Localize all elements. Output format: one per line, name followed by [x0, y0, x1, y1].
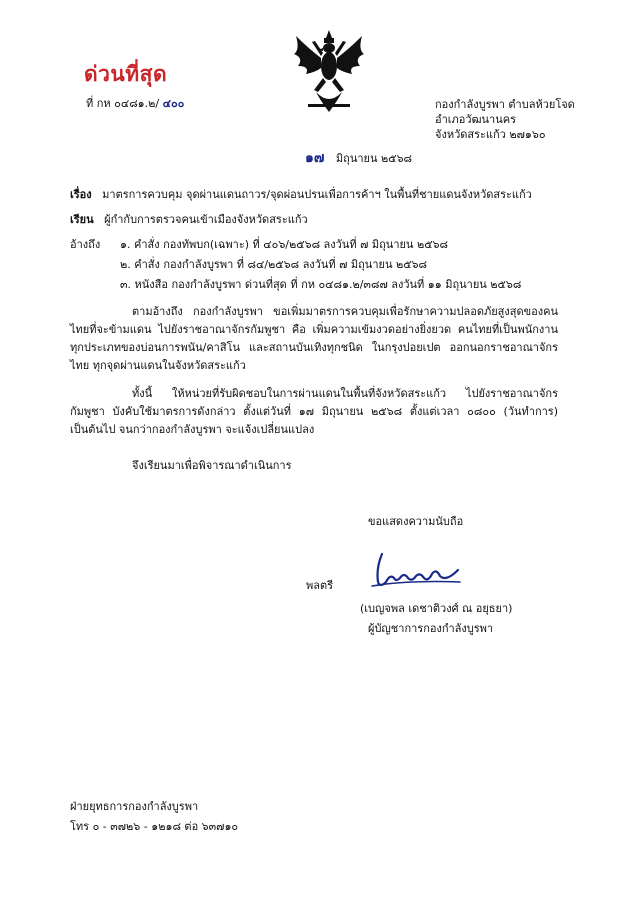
sender-address-line: จังหวัดสระแก้ว ๒๗๑๖๐ — [435, 128, 546, 141]
signatory-name: (เบญจพล เดชาติวงศ์ ณ อยุธยา) — [360, 602, 513, 615]
document-number-prefix: ที่ กห ๐๔๘๑.๒/ — [86, 97, 160, 110]
sender-address-line: กองกำลังบูรพา ตำบลห้วยโจด — [435, 98, 575, 111]
sender-address-line: อำเภอวัฒนานคร — [435, 113, 516, 126]
body-paragraph-2: ทั้งนี้ ให้หน่วยที่รับผิดชอบในการผ่านแดนในพื้นที่จังหวัดสระแก้ว ไปยังราชอาณาจักรกัมพูชา บังคับใช้มาตรการดังกล่าว ตั้งแต่วันที่ ๑๗ มิถุนายน ๒๕๖๘ ตั้งแต่เวลา ๐๘๐๐ (วันทำการ) เป็นต้นไป จนกว่ากองกำลังบูรพา จะแจ้งเปลี่ยนแปลง — [70, 387, 558, 436]
document-number — [86, 97, 184, 111]
footer-unit: ฝ่ายยุทธการกองกำลังบูรพา — [70, 800, 199, 813]
reference-item: ๑. คำสั่ง กองทัพบก(เฉพาะ) ที่ ๔๐๖/๒๕๖๘ ลงวันที่ ๗ มิถุนายน ๒๕๖๘ — [120, 238, 448, 251]
recipient-label: เรียน — [70, 213, 94, 226]
subject-label: เรื่อง — [70, 188, 92, 201]
document-number-handwritten: ๔๐๐ — [162, 97, 185, 110]
reference-item: ๓. หนังสือ กองกำลังบูรพา ด่วนที่สุด ที่ กห ๐๔๘๑.๒/๓๘๗ ลงวันที่ ๑๑ มิถุนายน ๒๕๖๘ — [120, 278, 522, 291]
recipient-text: ผู้กำกับการตรวจคนเข้าเมืองจังหวัดสระแก้ว — [104, 213, 308, 226]
sender-address — [435, 97, 625, 142]
footer-phone: โทร ๐ - ๓๗๒๖ - ๑๒๑๘ ต่อ ๖๓๗๑๐ — [70, 820, 239, 833]
document-date — [305, 151, 412, 166]
date-month-year: มิถุนายน ๒๕๖๘ — [335, 152, 413, 165]
closing-sentence: จึงเรียนมาเพื่อพิจารณาดำเนินการ — [132, 459, 292, 472]
signatory-rank: พลตรี — [306, 579, 334, 592]
garuda-emblem-icon — [290, 28, 368, 114]
handwritten-signature — [368, 548, 464, 594]
subject-line — [70, 188, 532, 202]
recipient-line — [70, 213, 308, 227]
reference-item: ๒. คำสั่ง กองกำลังบูรพา ที่ ๘๔/๒๕๖๘ ลงวันที่ ๗ มิถุนายน ๒๕๖๘ — [120, 258, 428, 271]
urgency-label: ด่วนที่สุด — [84, 62, 168, 86]
subject-text: มาตรการควบคุม จุดผ่านแดนถาวร/จุดผ่อนปรนเพื่อการค้าฯ ในพื้นที่ชายแดนจังหวัดสระแก้ว — [102, 188, 532, 201]
date-day-handwritten: ๑๗ — [305, 150, 325, 166]
regards-text: ขอแสดงความนับถือ — [368, 515, 464, 528]
references-label: อ้างถึง — [70, 238, 101, 251]
signatory-position: ผู้บัญชาการกองกำลังบูรพา — [368, 622, 494, 635]
body-paragraph-1: ตามอ้างถึง กองกำลังบูรพา ขอเพิ่มมาตรการควบคุมเพื่อรักษาความปลอดภัยสูงสุดของคนไทยที่จะข้ามแดน ไปยังราชอาณาจักรกัมพูชา คือ เพิ่มความเข้มงวดอย่างยิ่งยวด คนไทยที่เป็นพนักงานทุกประเภทของบ่อนการพนัน/คาสิโน และสถานบันเทิงทุกชนิด ในกรุงปอยเปต ออกนอกราชอาณาจักรไทย ทุกจุดผ่านแดนในจังหวัดสระแก้ว — [70, 305, 558, 372]
